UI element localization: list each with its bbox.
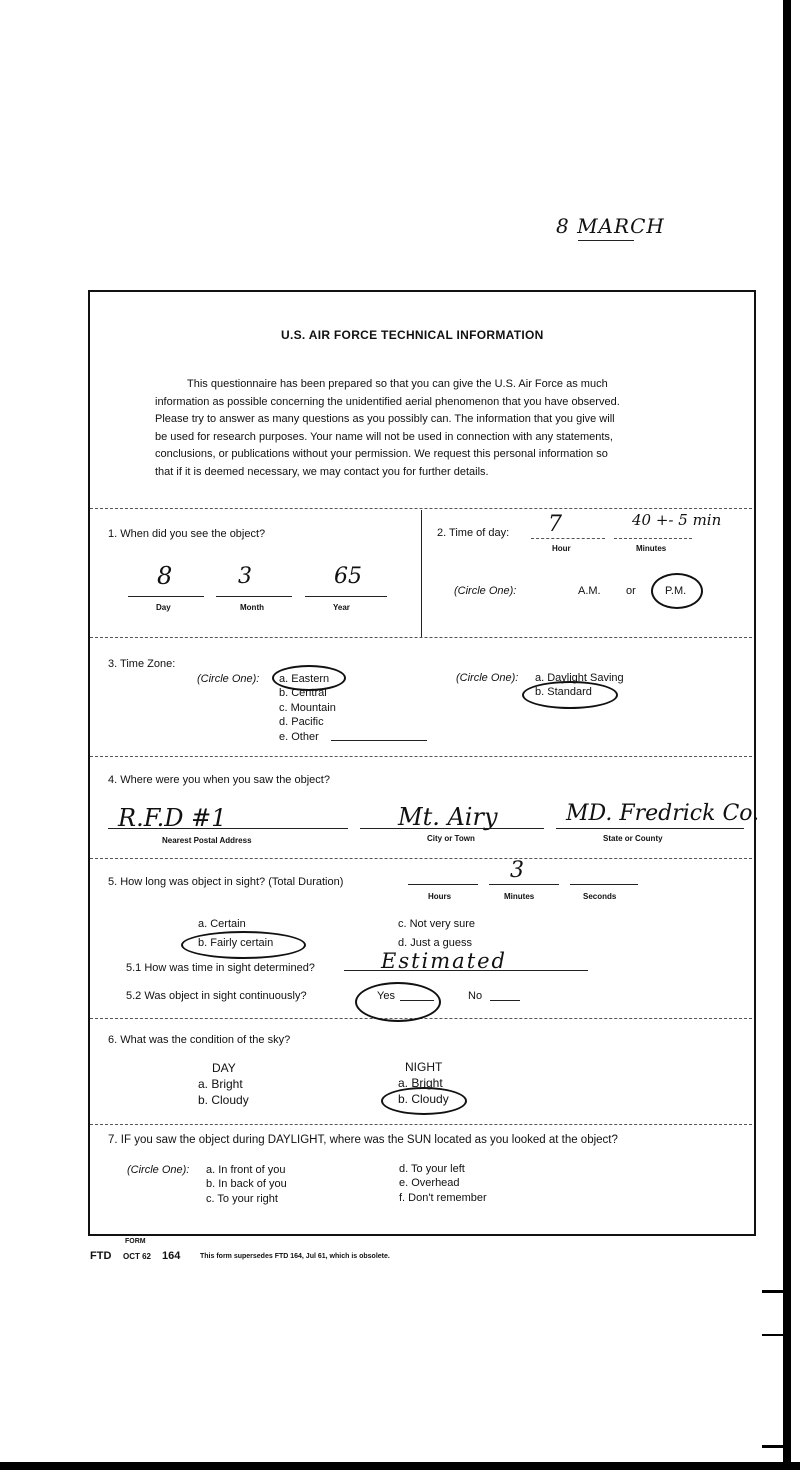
- scan-edge-bottom: [0, 1462, 800, 1470]
- q2-pm-circle: [651, 573, 703, 609]
- q3-standard-circle: [522, 681, 618, 709]
- q1-day-line: [128, 596, 204, 597]
- scan-edge-right: [783, 0, 791, 1470]
- q2-question: 2. Time of day:: [437, 527, 510, 539]
- q1-month-label: Month: [240, 603, 264, 612]
- q5-fairly-certain-circle: [181, 931, 306, 959]
- q7-to-right: c. To your right: [206, 1193, 278, 1205]
- q6-day-bright: a. Bright: [198, 1077, 243, 1091]
- intro-paragraph: [155, 376, 680, 482]
- q5-hours-line: [408, 884, 478, 885]
- q2-pm: P.M.: [665, 585, 687, 597]
- q2-hour-label: Hour: [552, 544, 571, 553]
- q1-year-value: 65: [334, 564, 362, 589]
- footer-ftd: FTD: [90, 1250, 112, 1262]
- intro-line: information as possible concerning the unidentified aerial phenomenon that you have observed.: [155, 395, 620, 408]
- q1-day-value: 8: [157, 562, 173, 590]
- intro-line: conclusions, or publications without your permission. We request this personal information so: [155, 448, 608, 461]
- q4-city-label: City or Town: [427, 834, 475, 843]
- q3-zone-pacific: d. Pacific: [279, 716, 324, 728]
- q2-minutes-value: 40 +- 5 min: [632, 511, 722, 529]
- column-divider: [421, 510, 422, 637]
- q1-year-label: Year: [333, 603, 350, 612]
- q52-question: 5.2 Was object in sight continuously?: [126, 990, 307, 1002]
- q1-month-value: 3: [238, 564, 252, 589]
- q6-night-heading: NIGHT: [405, 1060, 443, 1074]
- q2-or: or: [626, 585, 636, 597]
- scan-mark: [762, 1334, 786, 1336]
- q51-question: 5.1 How was time in sight determined?: [126, 962, 315, 974]
- q3-daylight-saving: a. Daylight Saving: [535, 672, 624, 684]
- q7-in-back: b. In back of you: [206, 1178, 287, 1190]
- q3-zone-mountain: c. Mountain: [279, 702, 336, 714]
- q5-certain: a. Certain: [198, 918, 246, 930]
- q3-standard: b. Standard: [535, 686, 592, 698]
- intro-line: that if it is deemed necessary, we may contact you for further details.: [155, 465, 489, 478]
- handwritten-date: 8 MARCH: [556, 214, 665, 238]
- section-divider: [90, 1124, 752, 1125]
- q7-question: 7. IF you saw the object during DAYLIGHT, where was the SUN located as you looked at the object?: [108, 1134, 618, 1146]
- q1-day-label: Day: [156, 603, 171, 612]
- q4-address-value: R.F.D #1: [118, 804, 227, 832]
- footer-form-no: 164: [162, 1250, 181, 1262]
- q3-eastern-circle: [272, 665, 346, 691]
- intro-line: Please try to answer as many questions as you possibly can. The information that you give will: [155, 413, 615, 426]
- q52-yes-circle: [355, 982, 441, 1022]
- q3-zone-other: e. Other: [279, 731, 319, 743]
- intro-line: This questionnaire has been prepared so that you can give the U.S. Air Force as much: [187, 378, 608, 390]
- q2-am: A.M.: [578, 585, 601, 597]
- q4-address-line: [108, 828, 348, 829]
- q7-overhead: e. Overhead: [399, 1177, 460, 1189]
- q2-circle-one: (Circle One):: [454, 585, 517, 597]
- q4-state-label: State or County: [603, 834, 663, 843]
- section-divider: [90, 637, 752, 638]
- q4-city-line: [360, 828, 544, 829]
- q52-no-line: [490, 1000, 520, 1001]
- q2-minutes-label: Minutes: [636, 544, 667, 553]
- q3-zone-eastern: a. Eastern: [279, 673, 330, 685]
- q5-just-a-guess: d. Just a guess: [398, 937, 472, 949]
- q2-minutes-line: [614, 538, 692, 539]
- date-underline: [578, 240, 634, 241]
- q1-year-line: [305, 596, 387, 597]
- q3-question: 3. Time Zone:: [108, 658, 176, 670]
- q4-state-value: MD. Fredrick Co.: [566, 801, 760, 826]
- q5-seconds-line: [570, 884, 638, 885]
- q6-night-cloudy: b. Cloudy: [398, 1092, 449, 1106]
- q3-circle-one-right: (Circle One):: [456, 672, 519, 684]
- footer-form-date: OCT 62: [123, 1252, 152, 1261]
- q7-dont-remember: f. Don't remember: [399, 1192, 487, 1204]
- q5-not-very-sure: c. Not very sure: [398, 918, 476, 930]
- q51-answer: Estimated: [381, 949, 508, 973]
- q1-month-line: [216, 596, 292, 597]
- section-divider: [90, 858, 752, 859]
- intro-line: be used for research purposes. Your name will not be used in connection with any statements,: [155, 430, 613, 443]
- q6-question: 6. What was the condition of the sky?: [108, 1034, 291, 1046]
- q4-state-line: [556, 828, 744, 829]
- q1-question: 1. When did you see the object?: [108, 528, 266, 540]
- q6-day-heading: DAY: [212, 1061, 236, 1075]
- section-divider: [90, 508, 752, 509]
- q7-circle-one: (Circle One):: [127, 1164, 190, 1176]
- q2-hour-value: 7: [548, 512, 562, 537]
- footer-supersedes: This form supersedes FTD 164, Jul 61, which is obsolete.: [200, 1253, 390, 1260]
- scan-mark: [762, 1290, 786, 1293]
- q52-no: No: [468, 990, 483, 1002]
- q3-circle-one-left: (Circle One):: [197, 673, 260, 685]
- q6-day-cloudy: b. Cloudy: [198, 1093, 249, 1107]
- q52-yes: Yes: [377, 990, 395, 1002]
- q3-other-line: [331, 740, 427, 741]
- q6-night-cloudy-circle: [381, 1087, 467, 1115]
- q7-in-front: a. In front of you: [206, 1164, 286, 1176]
- form-title: U.S. AIR FORCE TECHNICAL INFORMATION: [281, 328, 544, 342]
- q5-seconds-label: Seconds: [583, 892, 617, 901]
- scan-mark: [762, 1445, 786, 1448]
- q4-city-value: Mt. Airy: [398, 803, 498, 831]
- q4-address-label: Nearest Postal Address: [162, 836, 252, 845]
- q5-minutes-line: [489, 884, 559, 885]
- q2-hour-line: [531, 538, 605, 539]
- q3-zone-central: b. Central: [279, 687, 327, 699]
- section-divider: [90, 756, 752, 757]
- q5-minutes-label: Minutes: [504, 892, 535, 901]
- q4-question: 4. Where were you when you saw the object?: [108, 774, 330, 786]
- q6-night-bright: a. Bright: [398, 1076, 443, 1090]
- footer-form-word: FORM: [125, 1238, 146, 1245]
- q5-hours-label: Hours: [428, 892, 452, 901]
- q5-minutes-value: 3: [510, 858, 524, 883]
- q7-to-left: d. To your left: [399, 1163, 465, 1175]
- q5-fairly-certain: b. Fairly certain: [198, 937, 274, 949]
- q5-question: 5. How long was object in sight? (Total Duration): [108, 876, 344, 888]
